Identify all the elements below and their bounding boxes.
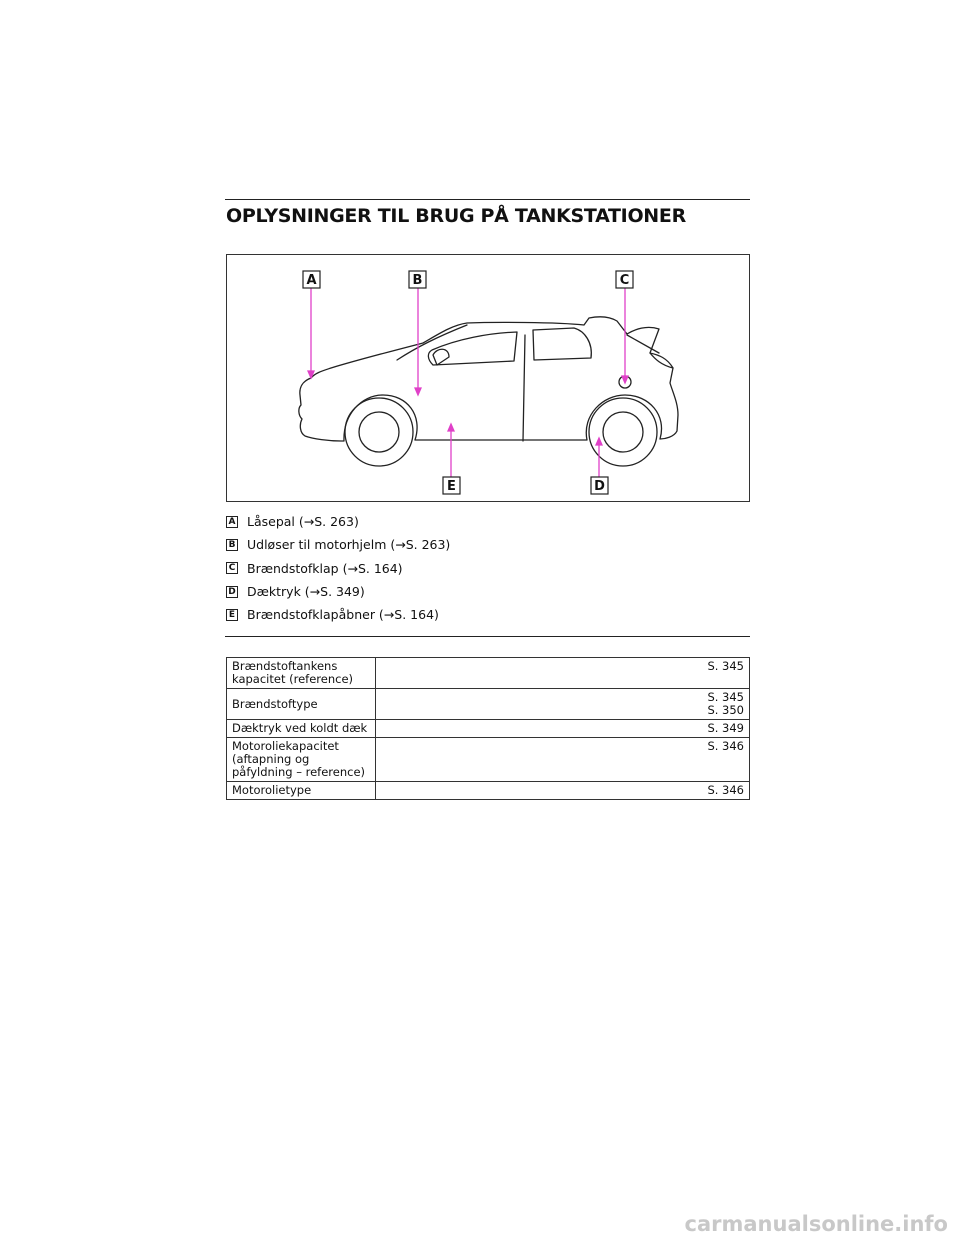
roof-rail	[397, 325, 467, 360]
callout-label-c: C	[619, 273, 630, 288]
table-cell-value	[376, 689, 750, 720]
callout-label-b: B	[412, 273, 423, 288]
table-cell-value[interactable]: S. 349	[376, 720, 750, 738]
page-ref[interactable]: S. 350	[707, 703, 744, 717]
tailgate-line	[627, 335, 659, 353]
legend-badge: B	[226, 539, 238, 551]
legend-badge: A	[226, 516, 238, 528]
legend-badge: E	[226, 609, 238, 621]
callout-label-d: D	[594, 479, 605, 494]
table-cell-label: Brændstoftype	[227, 689, 376, 720]
legend-text: Brændstofklap (→S. 164)	[247, 560, 403, 576]
rear-window	[533, 328, 591, 360]
mirror	[433, 349, 449, 365]
watermark: carmanualsonline.info	[684, 1212, 948, 1236]
table-cell-value[interactable]: S. 346	[376, 782, 750, 800]
legend-text: Dæktryk (→S. 349)	[247, 584, 365, 600]
door-line-b	[523, 335, 525, 441]
page-ref[interactable]: S. 345	[707, 690, 744, 704]
fuel-info-table	[226, 657, 750, 800]
legend-text: Udløser til motorhjelm (→S. 263)	[247, 537, 451, 553]
callout-label-e: E	[447, 479, 456, 494]
table-row	[227, 782, 750, 800]
table-cell-value[interactable]: S. 345	[376, 658, 750, 689]
top-rule	[225, 199, 750, 200]
front-tire	[345, 398, 413, 466]
legend-item-d	[226, 580, 750, 603]
table-cell-value[interactable]: S. 346	[376, 738, 750, 782]
table-row	[227, 738, 750, 782]
legend-badge: D	[226, 586, 238, 598]
table-row	[227, 689, 750, 720]
table-cell-label: Motorolietype	[227, 782, 376, 800]
legend-item-b	[226, 533, 750, 556]
legend-item-a	[226, 510, 750, 533]
page-title: OPLYSNINGER TIL BRUG PÅ TANKSTATIONER	[226, 205, 686, 227]
table-cell-label: Motoroliekapacitet (aftapning og påfyldning – reference)	[227, 738, 376, 782]
legend-text: Låsepal (→S. 263)	[247, 514, 359, 530]
front-rim	[359, 412, 399, 452]
car-diagram	[227, 255, 749, 501]
rear-rim	[603, 412, 643, 452]
callout-label-a: A	[306, 273, 317, 288]
legend-item-c	[226, 557, 750, 580]
section-rule	[225, 636, 750, 637]
table-row	[227, 658, 750, 689]
car-body-outline	[299, 317, 678, 441]
table-cell-label: Brændstoftankens kapacitet (reference)	[227, 658, 376, 689]
legend-item-e	[226, 603, 750, 626]
car-side-illustration	[226, 254, 750, 502]
callout-legend	[226, 510, 750, 626]
legend-text: Brændstofklapåbner (→S. 164)	[247, 607, 439, 623]
rear-lamp	[650, 353, 673, 368]
legend-badge: C	[226, 562, 238, 574]
front-window	[428, 332, 517, 365]
table-row	[227, 720, 750, 738]
table-cell-label: Dæktryk ved koldt dæk	[227, 720, 376, 738]
